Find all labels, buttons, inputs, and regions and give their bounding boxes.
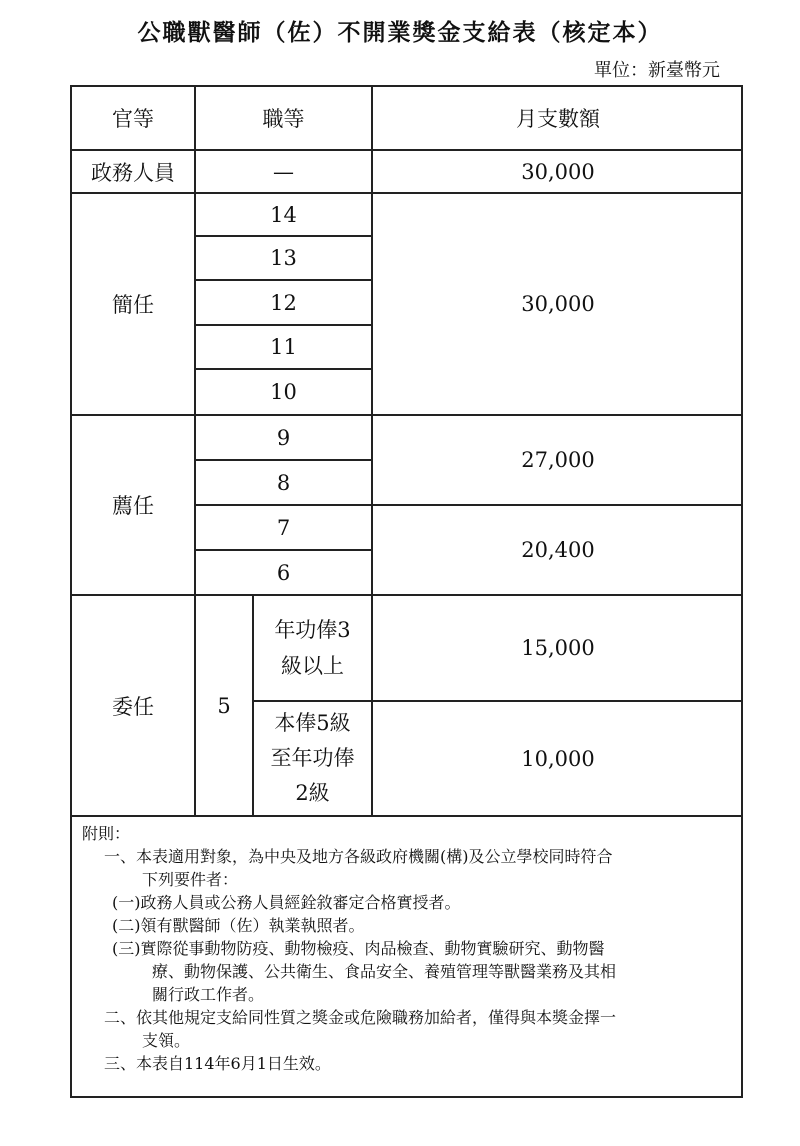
grade-14: 14	[270, 202, 297, 227]
step-range-upper-line2: 級以上	[281, 654, 344, 678]
note-1-line1: 一、本表適用對象，為中央及地方各級政府機關(構)及公立學校同時符合	[104, 847, 613, 866]
unit-label: 單位：新臺幣元	[594, 60, 720, 81]
grade-10: 10	[270, 380, 297, 404]
header-amount: 月支數額	[516, 107, 600, 131]
grade-11: 11	[270, 335, 297, 359]
header-grade: 職等	[262, 107, 305, 131]
grade-7: 7	[276, 515, 291, 540]
grade-8: 8	[276, 470, 291, 495]
note-2-line1: 二、依其他規定支給同性質之獎金或危險職務加給者，僅得與本獎金擇一	[104, 1008, 617, 1027]
step-range-upper	[254, 596, 371, 700]
rank-political: 政務人員	[91, 160, 175, 185]
notes-heading: 附則：	[82, 824, 131, 843]
step-range-lower-line3: 2級	[295, 781, 330, 805]
rank-delegated: 委任	[112, 694, 154, 719]
note-1-item3-line1: (三)實際從事動物防疫、動物檢疫、肉品檢查、動物實驗研究、動物醫	[112, 939, 605, 958]
grade-political: —	[273, 159, 294, 184]
grade-12: 12	[270, 290, 297, 315]
step-range-lower-line2: 至年功俸	[270, 746, 355, 770]
amount-recommended-upper: 27,000	[521, 448, 595, 472]
amount-recommended-lower: 20,400	[521, 538, 595, 562]
note-1-item3-line2: 療、動物保護、公共衛生、食品安全、養殖管理等獸醫業務及其相	[152, 962, 617, 981]
note-3: 三、本表自114年6月1日生效。	[104, 1054, 331, 1073]
step-range-lower-line1: 本俸5級	[274, 711, 351, 735]
amount-political: 30,000	[521, 159, 595, 184]
amount-delegated-upper: 15,000	[521, 636, 595, 660]
grade-6: 6	[276, 560, 291, 585]
note-1-item1: (一)政務人員或公務人員經銓敘審定合格實授者。	[112, 893, 461, 912]
note-1-item3-line3: 關行政工作者。	[152, 985, 265, 1004]
header-rank: 官等	[112, 107, 154, 131]
grade-9: 9	[276, 425, 291, 450]
supplementary-provisions	[82, 822, 732, 1075]
note-2-line2: 支領。	[142, 1031, 191, 1050]
amount-senior: 30,000	[521, 292, 595, 316]
rank-senior: 簡任	[112, 293, 154, 317]
step-range-upper-line1: 年功俸3	[274, 618, 351, 642]
grade-5: 5	[217, 693, 231, 718]
step-range-lower	[254, 702, 371, 815]
row-divider	[72, 815, 743, 817]
amount-delegated-lower: 10,000	[521, 746, 595, 771]
rank-recommended: 薦任	[112, 494, 154, 518]
page-title: 公職獸醫師（佐）不開業獎金支給表（核定本）	[137, 19, 663, 46]
grade-13: 13	[270, 246, 297, 270]
note-1-line2: 下列要件者：	[142, 870, 239, 889]
note-1-item2: (二)領有獸醫師（佐）執業執照者。	[112, 916, 365, 935]
